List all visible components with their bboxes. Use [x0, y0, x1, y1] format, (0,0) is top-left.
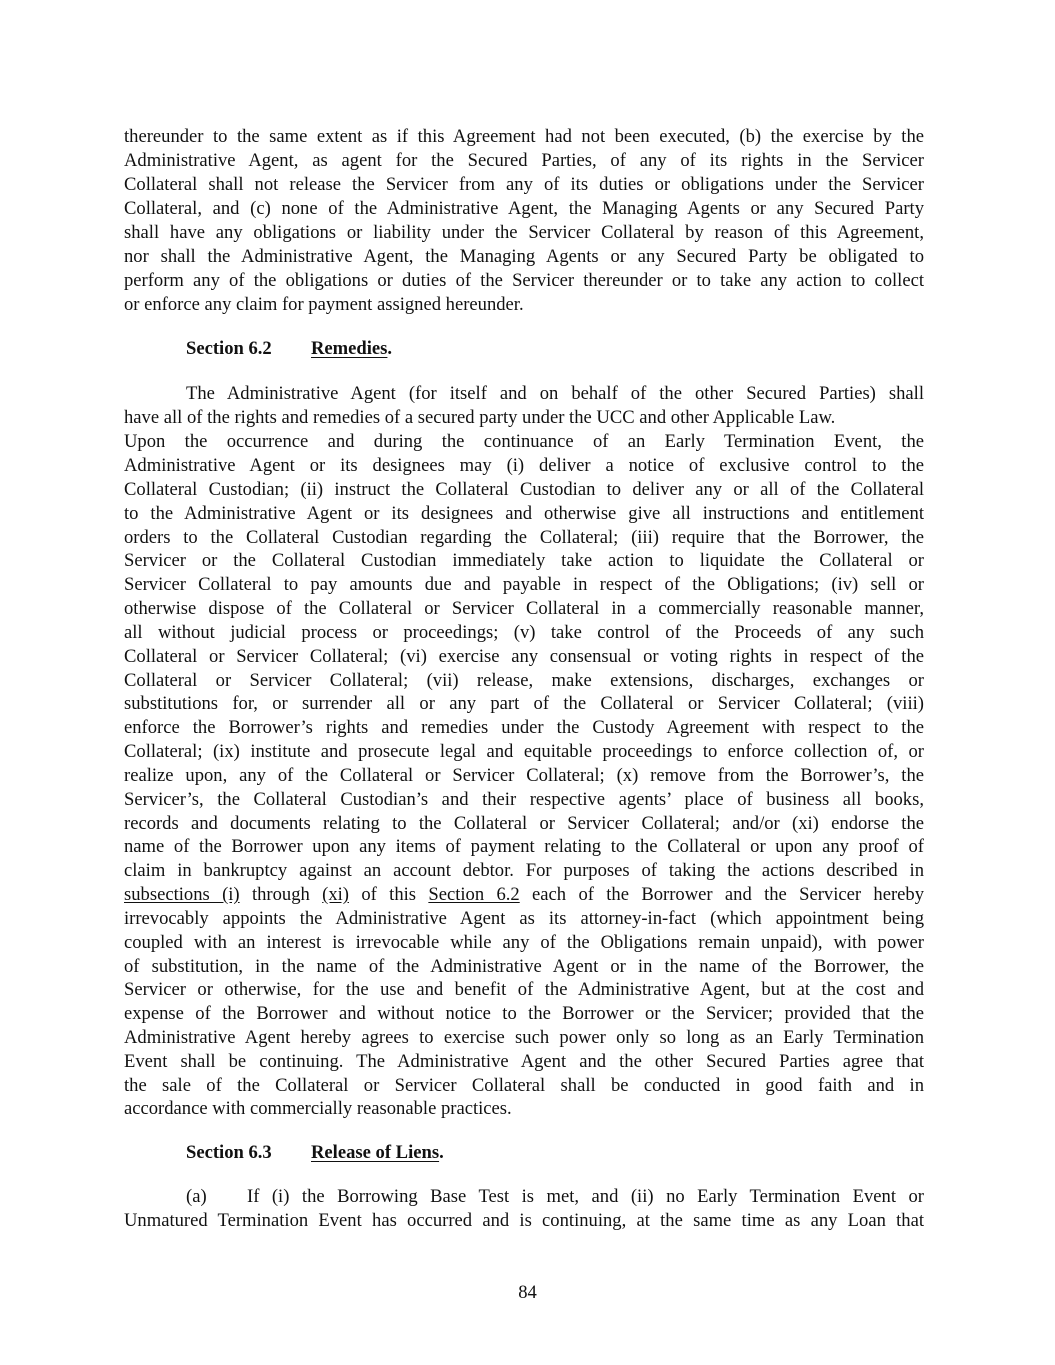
clause-text: If (i) the Borrowing Base Test is met, and (ii) no Early Termination Event or: [247, 1186, 924, 1207]
text-line: expense of the Borrower and without notice to the Borrower or the Servicer; provided that the: [124, 1003, 924, 1024]
subsection-reference-link: subsections (i): [124, 884, 240, 905]
section-title: Release of Liens: [311, 1142, 440, 1163]
section-title-suffix: .: [439, 1142, 444, 1163]
text-line-with-references: [124, 883, 924, 907]
text-line: or enforce any claim for payment assigned hereunder.: [124, 294, 524, 315]
text-line: substitutions for, or surrender all or any part of the Collateral or Servicer Collateral; (viii): [124, 693, 924, 714]
text-line: shall have any obligations or liability under the Servicer Collateral by reason of this Agreement,: [124, 222, 924, 243]
page-number: 84: [518, 1282, 537, 1303]
text-line: realize upon, any of the Collateral or Servicer Collateral; (x) remove from the Borrower’s, the: [124, 765, 924, 786]
text-line: Servicer Collateral to pay amounts due and payable in respect of the Obligations; (iv) sell or: [124, 574, 924, 595]
text-line: irrevocably appoints the Administrative Agent as its attorney-in-fact (which appointment being: [124, 908, 924, 929]
text-line: thereunder to the same extent as if this Agreement had not been executed, (b) the exercise by the: [124, 126, 924, 147]
text-line: nor shall the Administrative Agent, the Managing Agents or any Secured Party be obligated to: [124, 246, 924, 267]
section-title: Remedies: [311, 338, 388, 359]
text-line: Servicer or otherwise, for the use and benefit of the Administrative Agent, but at the cost and: [124, 979, 924, 1000]
text-line: otherwise dispose of the Collateral or Servicer Collateral in a commercially reasonable manner,: [124, 598, 924, 619]
text-fragment: of this: [349, 884, 429, 905]
text-line: accordance with commercially reasonable practices.: [124, 1098, 512, 1119]
text-line: Collateral; (ix) institute and prosecute legal and equitable proceedings to enforce collection of, or: [124, 741, 924, 762]
text-line: claim in bankruptcy against an account debtor. For purposes of taking the actions described in: [124, 860, 924, 881]
section-number: Section 6.2: [186, 338, 272, 359]
text-line: Upon the occurrence and during the continuance of an Early Termination Event, the: [124, 431, 924, 452]
text-line: Servicer or the Collateral Custodian immediately take action to liquidate the Collateral or: [124, 550, 924, 571]
section-number: Section 6.3: [186, 1142, 272, 1163]
text-line: of substitution, in the name of the Administrative Agent or in the name of the Borrower, the: [124, 956, 924, 977]
text-line: Collateral or Servicer Collateral; (vii) release, make extensions, discharges, exchanges or: [124, 670, 924, 691]
text-fragment: through: [239, 884, 323, 905]
text-line: Administrative Agent hereby agrees to exercise such power only so long as an Early Termination: [124, 1027, 924, 1048]
text-line: Administrative Agent or its designees may (i) deliver a notice of exclusive control to the: [124, 455, 924, 476]
text-line: Collateral, and (c) none of the Administrative Agent, the Managing Agents or any Secured Party: [124, 198, 924, 219]
text-line: to the Administrative Agent or its designees and otherwise give all instructions and entitlement: [124, 503, 924, 524]
text-line: perform any of the obligations or duties of the Servicer thereunder or to take any action to collect: [124, 270, 924, 291]
text-line: name of the Borrower upon any items of payment relating to the Collateral or upon any proof of: [124, 836, 924, 857]
text-line: enforce the Borrower’s rights and remedies under the Custody Agreement with respect to the: [124, 717, 924, 738]
text-line: Collateral shall not release the Servicer from any of its duties or obligations under the Servicer: [124, 174, 924, 195]
text-line: records and documents relating to the Collateral or Servicer Collateral; and/or (xi) endorse the: [124, 813, 924, 834]
clause-a-first-line: [186, 1185, 924, 1209]
text-line: Servicer’s, the Collateral Custodian’s and their respective agents’ place of business all books,: [124, 789, 924, 810]
text-line: Administrative Agent, as agent for the Secured Parties, of any of its rights in the Servicer: [124, 150, 924, 171]
text-line: have all of the rights and remedies of a secured party under the UCC and other Applicable Law.: [124, 407, 836, 428]
section-heading-6-2: [186, 337, 392, 361]
clause-label: (a): [186, 1186, 207, 1207]
text-line: the sale of the Collateral or Servicer Collateral shall be conducted in good faith and in: [124, 1075, 924, 1096]
text-line: orders to the Collateral Custodian regarding the Collateral; (iii) require that the Borrower, the: [124, 527, 924, 548]
text-line: Event shall be continuing. The Administrative Agent and the other Secured Parties agree that: [124, 1051, 924, 1072]
section-heading-6-3: [186, 1141, 444, 1165]
text-line: The Administrative Agent (for itself and on behalf of the other Secured Parties) shall: [186, 383, 924, 404]
text-line: all without judicial process or proceedings; (v) take control of the Proceeds of any such: [124, 622, 924, 643]
text-line: Collateral Custodian; (ii) instruct the Collateral Custodian to deliver any or all of the Collateral: [124, 479, 924, 500]
section-reference-link: Section 6.2: [428, 884, 520, 905]
section-title-suffix: .: [387, 338, 393, 359]
text-line: coupled with an interest is irrevocable while any of the Obligations remain unpaid), with power: [124, 932, 924, 953]
text-line: Unmatured Termination Event has occurred and is continuing, at the same time as any Loan that: [124, 1210, 924, 1231]
text-fragment: each of the Borrower and the Servicer hereby: [519, 884, 924, 905]
text-line: Collateral or Servicer Collateral; (vi) exercise any consensual or voting rights in respect of the: [124, 646, 924, 667]
subsection-reference-link: (xi): [322, 884, 349, 905]
